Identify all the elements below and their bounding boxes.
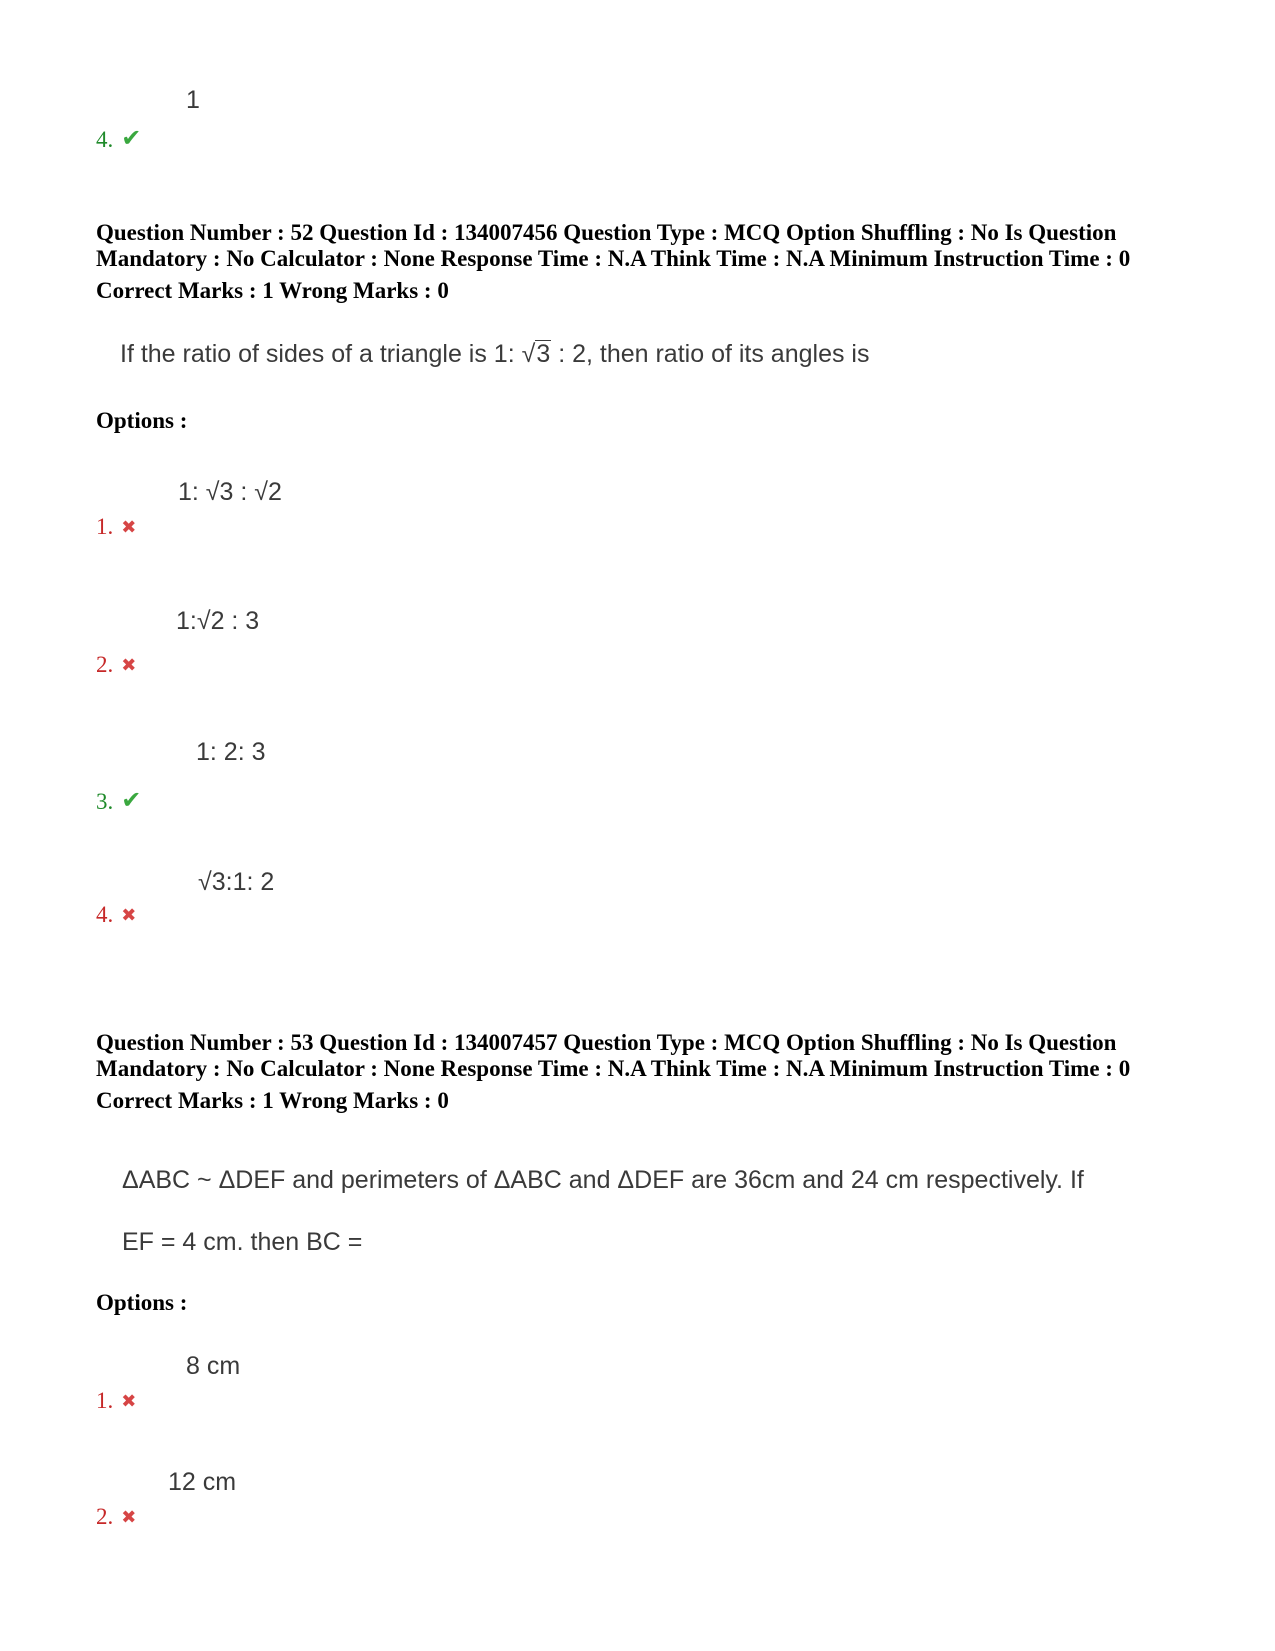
cross-icon: ✖ <box>121 905 137 925</box>
option-number-label: 1. <box>96 514 114 539</box>
option-number <box>96 1504 136 1530</box>
question-meta <box>96 220 1186 304</box>
check-icon: ✔ <box>121 126 142 152</box>
option-number <box>96 514 136 540</box>
option-number-label: 2. <box>96 652 114 677</box>
option-number-label: 4. <box>96 127 114 152</box>
question-meta <box>96 1030 1186 1114</box>
option-number <box>96 652 136 678</box>
option-number <box>96 124 141 153</box>
option-value: 8 cm <box>186 1352 241 1380</box>
question-text-line: ΔABC ~ ΔDEF and perimeters of ΔABC and ΔDEF are 36cm and 24 cm respectively. If <box>122 1166 1084 1194</box>
option-value: 1 <box>186 86 200 114</box>
option-number-label: 1. <box>96 1388 114 1413</box>
sqrt-argument: 3 <box>536 340 551 368</box>
option-value: 1: 2: 3 <box>196 738 266 766</box>
cross-icon: ✖ <box>121 517 137 537</box>
meta-line: Correct Marks : 1 Wrong Marks : 0 <box>96 278 449 303</box>
cross-icon: ✖ <box>121 1391 137 1411</box>
options-label: Options : <box>96 1290 188 1315</box>
cross-icon: ✖ <box>121 655 137 675</box>
check-icon: ✔ <box>121 788 142 814</box>
option-number <box>96 902 136 928</box>
option-number-label: 2. <box>96 1504 114 1529</box>
meta-line: Question Number : 52 Question Id : 134007456 Question Type : MCQ Option Shuffling : No Is Question <box>96 220 1117 245</box>
option-number-label: 4. <box>96 902 114 927</box>
option-number <box>96 1388 136 1414</box>
meta-line: Mandatory : No Calculator : None Response Time : N.A Think Time : N.A Minimum Instruction Time : 0 <box>96 1056 1131 1081</box>
meta-line: Mandatory : No Calculator : None Response Time : N.A Think Time : N.A Minimum Instruction Time : 0 <box>96 246 1131 271</box>
option-number <box>96 786 141 815</box>
option-value: √3:1: 2 <box>198 868 275 896</box>
question-text-suffix: : 2, then ratio of its angles is <box>551 340 870 368</box>
meta-line: Correct Marks : 1 Wrong Marks : 0 <box>96 1088 449 1113</box>
option-value: 1:√2 : 3 <box>176 607 260 635</box>
question-text-prefix: If the ratio of sides of a triangle is 1: <box>120 340 522 368</box>
cross-icon: ✖ <box>121 1507 137 1527</box>
option-value: 1: √3 : √2 <box>178 478 282 506</box>
sqrt-symbol: √3 <box>521 340 551 368</box>
option-value: 12 cm <box>168 1468 237 1496</box>
question-text-line: EF = 4 cm. then BC = <box>122 1228 363 1256</box>
option-number-label: 3. <box>96 789 114 814</box>
meta-line: Question Number : 53 Question Id : 134007457 Question Type : MCQ Option Shuffling : No Is Question <box>96 1030 1117 1055</box>
options-label: Options : <box>96 408 188 433</box>
question-text <box>120 340 869 369</box>
